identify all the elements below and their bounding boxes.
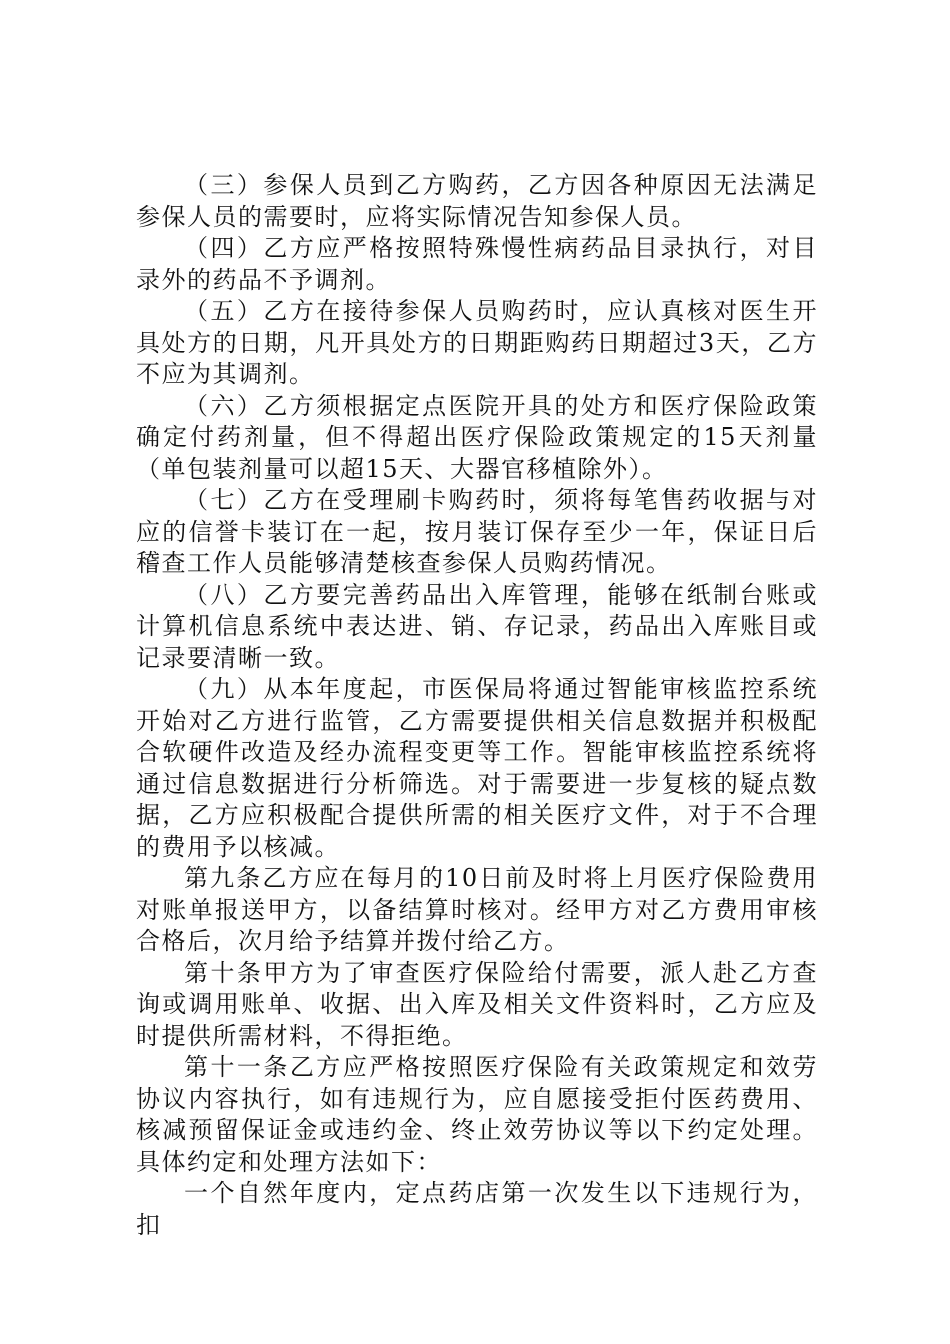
article-11-detail: 一个自然年度内，定点药店第一次发生以下违规行为，扣: [136, 1179, 818, 1239]
paragraph-item-8: （八）乙方要完善药品出入库管理，能够在纸制台账或计算机信息系统中表达进、销、存记录，药品出入库账目或记录要清晰一致。: [136, 580, 818, 672]
paragraph-item-7: （七）乙方在受理刷卡购药时，须将每笔售药收据与对应的信誉卡装订在一起，按月装订保存至少一年，保证日后稽查工作人员能够清楚核查参保人员购药情况。: [136, 486, 818, 577]
document-body: [136, 170, 818, 1241]
paragraph-item-3: （三）参保人员到乙方购药，乙方因各种原因无法满足参保人员的需要时，应将实际情况告知参保人员。: [136, 171, 818, 231]
paragraph-item-4: （四）乙方应严格按照特殊慢性病药品目录执行，对目录外的药品不予调剂。: [136, 234, 818, 294]
article-11: 第十一条乙方应严格按照医疗保险有关政策规定和效劳协议内容执行，如有违规行为，应自愿接受拒付医药费用、核减预留保证金或违约金、终止效劳协议等以下约定处理。具体约定和处理方法如下：: [136, 1053, 818, 1176]
paragraph-item-5: （五）乙方在接待参保人员购药时，应认真核对医生开具处方的日期，凡开具处方的日期距购药日期超过3天，乙方不应为其调剂。: [136, 297, 818, 388]
paragraph-item-9: （九）从本年度起，市医保局将通过智能审核监控系统开始对乙方进行监管，乙方需要提供相关信息数据并积极配合软硬件改造及经办流程变更等工作。智能审核监控系统将通过信息数据进行分析筛选。对于需要进一步复核的疑点数据，乙方应积极配合提供所需的相关医疗文件，对于不合理的费用予以核减。: [136, 675, 818, 861]
article-9: 第九条乙方应在每月的10日前及时将上月医疗保险费用对账单报送甲方，以备结算时核对。经甲方对乙方费用审核合格后，次月给予结算并拨付给乙方。: [136, 864, 818, 955]
article-10: 第十条甲方为了审查医疗保险给付需要，派人赴乙方查询或调用账单、收据、出入库及相关文件资料时，乙方应及时提供所需材料，不得拒绝。: [136, 958, 818, 1050]
paragraph-item-6: （六）乙方须根据定点医院开具的处方和医疗保险政策确定付药剂量，但不得超出医疗保险政策规定的15天剂量（单包装剂量可以超15天、大器官移植除外）。: [136, 391, 818, 483]
